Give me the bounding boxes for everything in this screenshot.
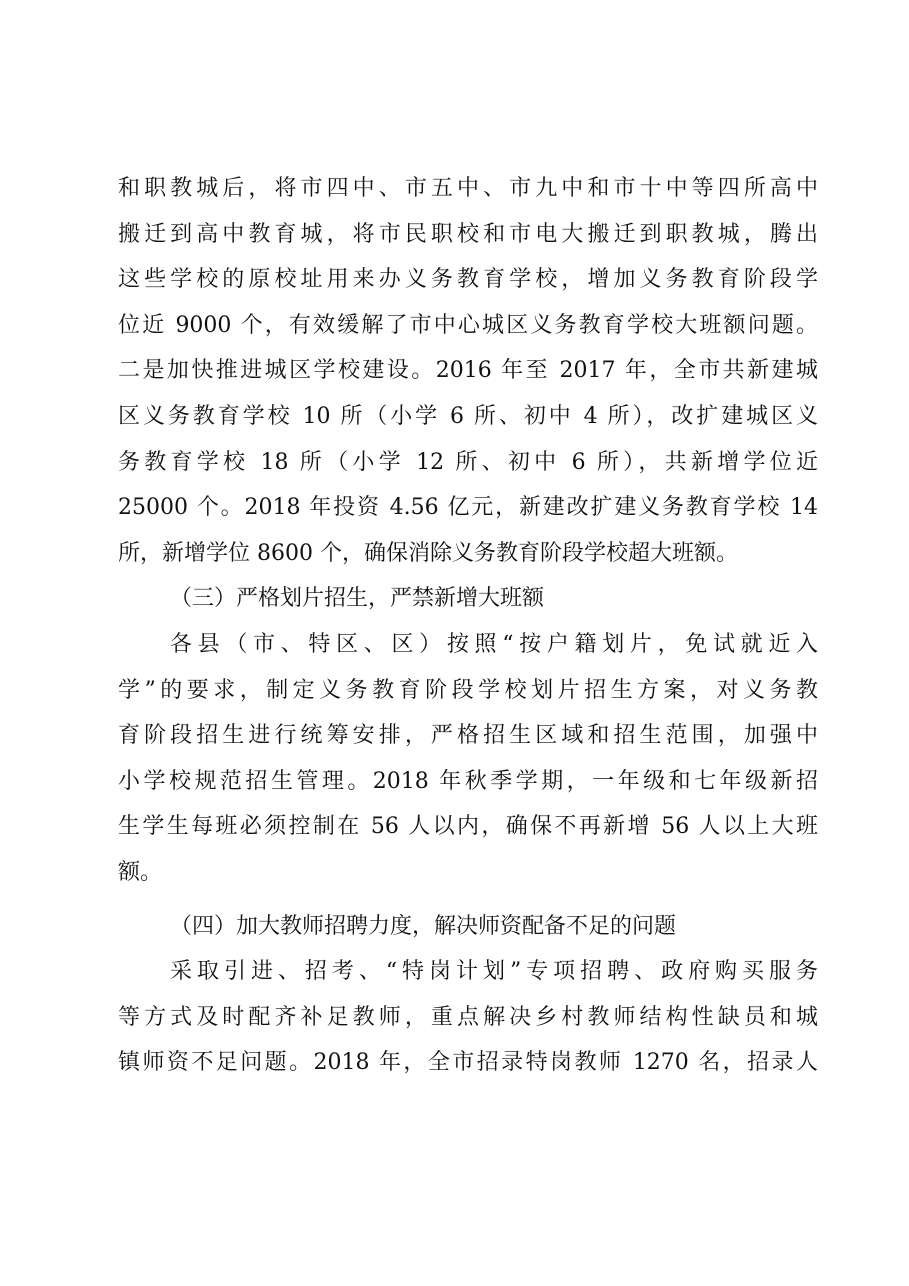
text-line: 各县（市、特区、区）按照“按户籍划片，免试就近入 [170, 631, 818, 657]
section-heading: （三）严格划片招生，严禁新增大班额 [170, 586, 545, 612]
text-line: 镇师资不足问题。2018 年，全市招录特岗教师 1270 名，招录人 [118, 1050, 818, 1076]
text-line: 二是加快推进城区学校建设。2016 年至 2017 年，全市共新建城 [118, 358, 818, 384]
text-line: 搬迁到高中教育城，将市民职校和市电大搬迁到职教城，腾出 [118, 221, 818, 247]
document-body [118, 166, 818, 1086]
text-line: 小学校规范招生管理。2018 年秋季学期，一年级和七年级新招 [118, 768, 818, 794]
text-line: 所，新增学位 8600 个，确保消除义务教育阶段学校超大班额。 [118, 540, 738, 566]
text-line: 学”的要求，制定义务教育阶段学校划片招生方案，对义务教 [118, 677, 818, 703]
paragraph-2 [118, 622, 818, 896]
text-line: 等方式及时配齐补足教师，重点解决乡村教师结构性缺员和城 [118, 1004, 818, 1030]
text-line: 区义务教育学校 10 所（小学 6 所、初中 4 所），改扩建城区义 [118, 403, 818, 429]
text-line: 这些学校的原校址用来办义务教育学校，增加义务教育阶段学 [118, 267, 818, 293]
text-line: 位近 9000 个，有效缓解了市中心城区义务教育学校大班额问题。 [118, 312, 818, 338]
paragraph-3 [118, 949, 818, 1086]
text-line: 务教育学校 18 所（小学 12 所、初中 6 所），共新增学位近 [118, 449, 818, 475]
text-line: 生学生每班必须控制在 56 人以内，确保不再新增 56 人以上大班 [118, 814, 818, 840]
text-line: 额。 [118, 859, 163, 885]
paragraph-1 [118, 166, 818, 576]
text-line: 育阶段招生进行统筹安排，严格招生区域和招生范围，加强中 [118, 723, 818, 749]
text-line: 25000 个。2018 年投资 4.56 亿元，新建改扩建义务教育学校 14 [118, 495, 818, 521]
text-line: 采取引进、招考、“特岗计划”专项招聘、政府购买服务 [170, 959, 818, 985]
section-heading: （四）加大教师招聘力度，解决师资配备不足的问题 [170, 913, 677, 939]
text-line: 和职教城后，将市四中、市五中、市九中和市十中等四所高中 [118, 176, 818, 201]
paragraph-gap [118, 896, 818, 904]
